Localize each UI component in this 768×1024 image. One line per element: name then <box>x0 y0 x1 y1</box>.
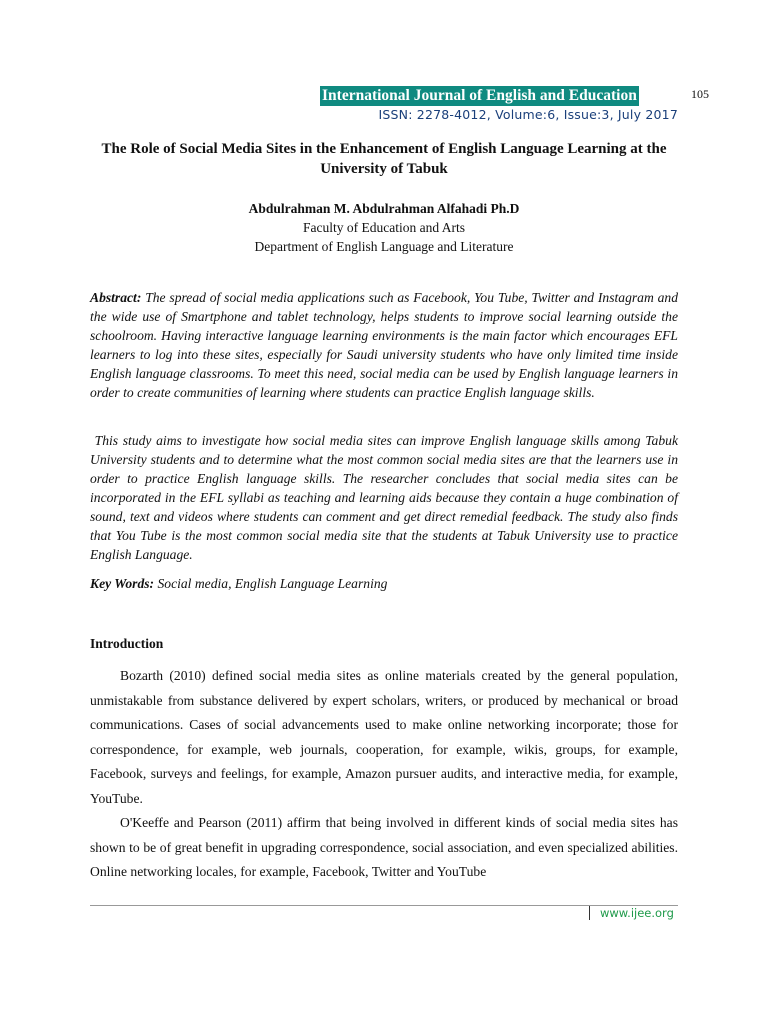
introduction-paragraph-2: O'Keeffe and Pearson (2011) affirm that being involved in different kinds of social media sites has shown to be of great benefit in upgrading correspondence, social association, and even specialized abilities. Online networking locales, for example, Facebook, Twitter and YouTube <box>90 815 678 879</box>
abstract-paragraph-1 <box>90 288 678 402</box>
footer-website-link[interactable]: www.ijee.org <box>600 906 674 920</box>
journal-name-banner: International Journal of English and Education <box>322 87 637 104</box>
keywords-label: Key Words: <box>90 576 155 591</box>
introduction-paragraph-1: Bozarth (2010) defined social media sites as online materials created by the general population, unmistakable from substance delivered by expert scholars, writers, or produced by mechanical or broad communications. Cases of social advancements used to make online networking incorporate; those for correspondence, for example, web journals, cooperation, for example, wikis, groups, for example, Facebook, surveys and feelings, for example, Amazon pursuer audits, and interactive media, for example, YouTube. <box>90 668 678 806</box>
introduction-heading: Introduction <box>90 636 164 651</box>
keywords-line <box>90 574 678 593</box>
abstract-paragraph-2 <box>90 431 678 564</box>
issn-line: ISSN: 2278-4012, Volume:6, Issue:3, July 2017 <box>378 107 678 122</box>
article-title: The Role of Social Media Sites in the Enhancement of English Language Learning at the University of Tabuk <box>101 141 667 177</box>
affiliation-department: Department of English Language and Literature <box>254 239 514 254</box>
abstract-text-2: This study aims to investigate how social media sites can improve English language skills among Tabuk University students and to determine what the most common social media sites are that the learners use in order to practice English language skills. The researcher concludes that social media sites can be incorporated in the EFL syllabi as teaching and learning aids because they contain a huge combination of sound, text and videos where students can comment and get direct remedial feedback. The study also finds that You Tube is the most common social media site that the students at Tabuk University use to practice English Language. <box>90 433 678 562</box>
abstract-text-1: The spread of social media applications such as Facebook, You Tube, Twitter and Instagram and the wide use of Smartphone and tablet technology, helps students to improve social learning outside the schoolroom. Having interactive language learning environments is the main factor which encourages EFL learners to log into these sites, especially for Saudi university students who have only limited time inside English language classrooms. To meet this need, social media can be used by English language learners in order to create communities of learning where students can practice English language skills. <box>90 290 678 400</box>
keywords-text: Social media, English Language Learning <box>157 576 388 591</box>
author-name: Abdulrahman M. Abdulrahman Alfahadi Ph.D <box>248 201 520 216</box>
affiliation-faculty: Faculty of Education and Arts <box>303 220 465 235</box>
abstract-label: Abstract: <box>90 290 142 305</box>
page-number: 105 <box>691 87 709 101</box>
footer-separator <box>589 906 590 920</box>
